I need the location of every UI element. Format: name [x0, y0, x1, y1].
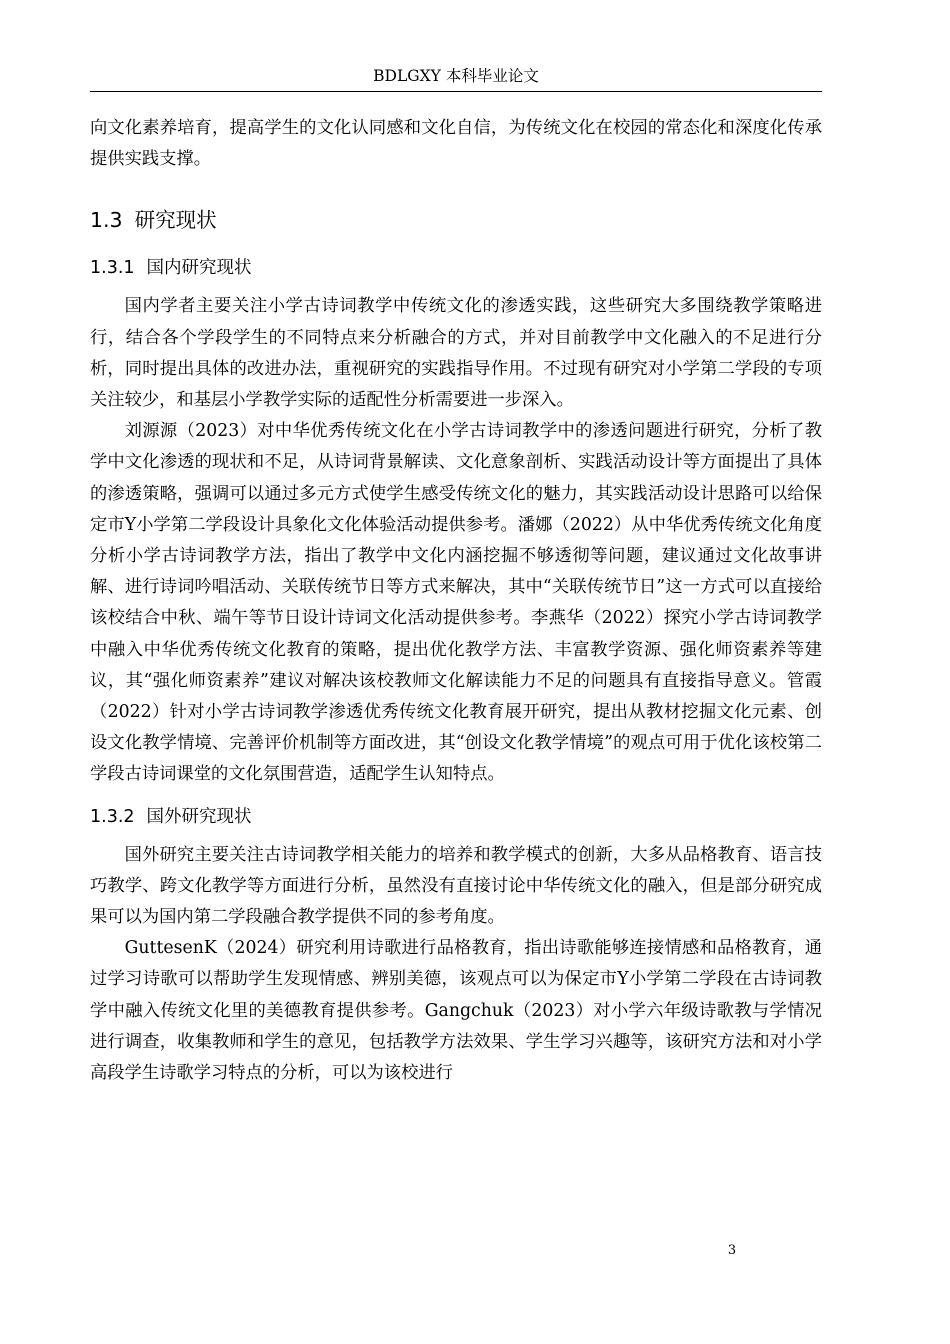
page-number: 3 [727, 1243, 737, 1258]
section-title: 研究现状 [134, 208, 217, 233]
section-heading [90, 205, 822, 235]
section-number: 1.3 [90, 208, 123, 233]
subsection-number: 1.3.1 [90, 258, 135, 279]
paragraph-continued: 向文化素养培育，提高学生的文化认同感和文化自信，为传统文化在校园的常态化和深度化传承提供实践支撑。 [90, 118, 822, 170]
page-body [90, 113, 822, 1089]
subsection-title: 国内研究现状 [146, 258, 252, 279]
subsection-number: 1.3.2 [90, 806, 135, 827]
subsection-title: 国外研究现状 [146, 806, 252, 827]
subsection-heading-foreign [90, 803, 822, 831]
header-rule [90, 91, 822, 92]
paragraph: 刘源源（2023）对中华优秀传统文化在小学古诗词教学中的渗透问题进行研究，分析了教学中文化渗透的现状和不足，从诗词背景解读、文化意象剖析、实践活动设计等方面提出了具体的渗透策略，强调可以通过多元方式使学生感受传统文化的魅力，其实践活动设计思路可以给保定市Y小学第二学段设计具象化文化体验活动提供参考。潘娜（2022）从中华优秀传统文化角度分析小学古诗词教学方法，指出了教学中文化内涵挖掘不够透彻等问题，建议通过文化故事讲解、进行诗词吟唱活动、关联传统节日等方式来解决，其中“关联传统节日”这一方式可以直接给该校结合中秋、端午等节日设计诗词文化活动提供参考。李燕华（2022）探究小学古诗词教学中融入中华优秀传统文化教育的策略，提出优化教学方法、丰富教学资源、强化师资素养等建议，其“强化师资素养”建议对解决该校教师文化解读能力不足的问题具有直接指导意义。管霞（2022）针对小学古诗词教学渗透优秀传统文化教育展开研究，提出从教材挖掘文化元素、创设文化教学情境、完善评价机制等方面改进，其“创设文化教学情境”的观点可用于优化该校第二学段古诗词课堂的文化氛围营造，适配学生认知特点。 [90, 421, 822, 785]
subsection-heading-domestic [90, 254, 822, 282]
paragraph: 国内学者主要关注小学古诗词教学中传统文化的渗透实践，这些研究大多围绕教学策略进行，结合各个学段学生的不同特点来分析融合的方式，并对目前教学中文化融入的不足进行分析，同时提出具体的改进办法，重视研究的实践指导作用。不过现有研究对小学第二学段的专项关注较少，和基层小学教学实际的适配性分析需要进一步深入。 [90, 296, 822, 411]
page-footer [0, 1243, 742, 1258]
running-header: BDLGXY 本科毕业论文 [373, 67, 539, 85]
paragraph: GuttesenK（2024）研究利用诗歌进行品格教育，指出诗歌能够连接情感和品格教育，通过学习诗歌可以帮助学生发现情感、辨别美德，该观点可以为保定市Y小学第二学段在古诗词教学中融入传统文化里的美德教育提供参考。Gangchuk（2023）对小学六年级诗歌教与学情况进行调查，收集教师和学生的意见，包括教学方法效果、学生学习兴趣等，该研究方法和对小学高段学生诗歌学习特点的分析，可以为该校进行 [90, 938, 822, 1084]
paragraph: 国外研究主要关注古诗词教学相关能力的培养和教学模式的创新，大多从品格教育、语言技巧教学、跨文化教学等方面进行分析，虽然没有直接讨论中华传统文化的融入，但是部分研究成果可以为国内第二学段融合教学提供不同的参考角度。 [90, 844, 822, 928]
